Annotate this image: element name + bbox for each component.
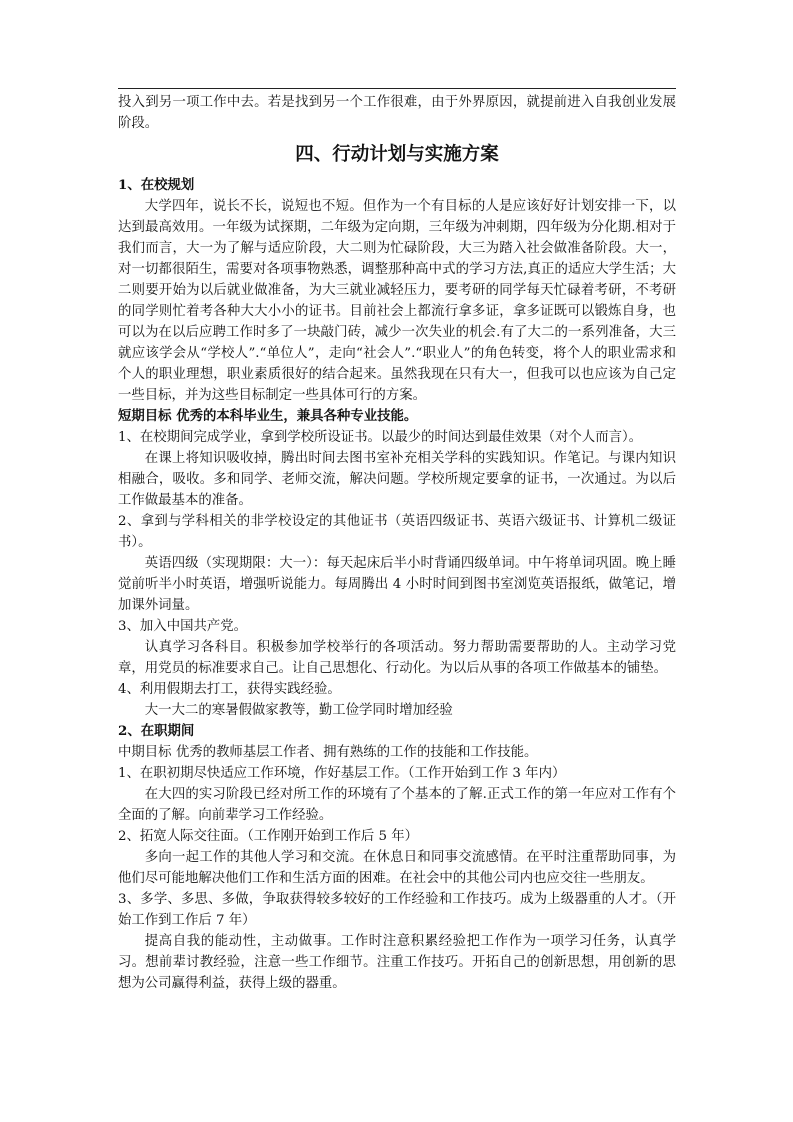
work-item-3: 3、多学、多思、多做，争取获得较多较好的工作经验和工作技巧。成为上级器重的人才。（开始工作到工作后 7 年） xyxy=(118,892,676,928)
school-item-3-detail: 认真学习各科目。积极参加学校举行的各项活动。努力帮助需要帮助的人。主动学习党章，用党员的标准要求自己。让自己思想化、行动化。为以后从事的各项工作做基本的铺垫。 xyxy=(118,640,676,676)
section-title: 四、行动计划与实施方案 xyxy=(295,144,499,165)
header-rule xyxy=(118,88,676,89)
continuation-paragraph: 投入到另一项工作中去。若是找到另一个工作很难，由于外界原因，就提前进入自我创业发展阶段。 xyxy=(118,95,676,131)
school-item-1-detail: 在课上将知识吸收掉，腾出时间去图书室补充相关学科的实践知识。作笔记。与课内知识相融合，吸收。多和同学、老师交流，解决问题。学校所规定要拿的证书，一次通过。为以后工作做最基本的准备。 xyxy=(118,451,676,508)
school-item-4: 4、利用假期去打工，获得实践经验。 xyxy=(118,682,341,697)
mid-term-goal: 中期目标 优秀的教师基层工作者、拥有熟练的工作的技能和工作技能。 xyxy=(118,745,538,760)
document-body xyxy=(118,92,676,994)
work-item-3-detail: 提高自我的能动性，主动做事。工作时注意积累经验把工作作为一项学习任务，认真学习。想前辈讨教经验，注意一些工作细节。注重工作技巧。开拓自己的创新思想，用创新的思想为公司赢得利益，获得上级的器重。 xyxy=(118,934,676,991)
school-item-3: 3、加入中国共产党。 xyxy=(118,619,248,634)
school-item-2: 2、拿到与学科相关的非学校设定的其他证书（英语四级证书、英语六级证书、计算机二级证书）。 xyxy=(118,514,676,550)
work-item-2-detail: 多向一起工作的其他人学习和交流。在休息日和同事交流感情。在平时注重帮助同事，为他们尽可能地解决他们工作和生活方面的困难。在社会中的其他公司内也应交往一些朋友。 xyxy=(118,850,676,886)
work-item-1: 1、在职初期尽快适应工作环境，作好基层工作。（工作开始到工作 3 年内） xyxy=(118,766,566,781)
work-heading: 2、在职期间 xyxy=(118,723,195,739)
school-item-4-detail: 大一大二的寒暑假做家教等，勤工俭学同时增加经验 xyxy=(144,703,453,718)
short-term-goal: 短期目标 优秀的本科毕业生，兼具各种专业技能。 xyxy=(118,408,418,424)
school-item-2-detail: 英语四级（实现期限：大一）：每天起床后半小时背诵四级单词。中午将单词巩固。晚上睡觉前听半小时英语，增强听说能力。每周腾出 4 小时时间到图书室浏览英语报纸，做笔记，增加课外词量。 xyxy=(118,556,676,613)
school-heading: 1、在校规划 xyxy=(118,177,195,193)
work-item-1-detail: 在大四的实习阶段已经对所工作的环境有了个基本的了解.正式工作的第一年应对工作有个全面的了解。向前辈学习工作经验。 xyxy=(118,787,676,823)
school-intro: 大学四年，说长不长，说短也不短。但作为一个有目标的人是应该好好计划安排一下，以达到最高效用。一年级为试探期，二年级为定向期，三年级为冲刺期，四年级为分化期.相对于我们而言，大一为了解与适应阶段，大二则为忙碌阶段，大三为踏入社会做准备阶段。大一，对一切都很陌生，需要对各项事物熟悉，调整那种高中式的学习方法,真正的适应大学生活；大二则要开始为以后就业做准备，为大三就业减轻压力，要考研的同学每天忙碌着考研，不考研的同学则忙着考各种大大小小的证书。目前社会上都流行拿多证，拿多证既可以锻炼自身，也可以为在以后应聘工作时多了一块敲门砖，减少一次失业的机会.有了大二的一系列准备，大三就应该学会从“学校人”.“单位人”，走向“社会人”.“职业人”的角色转变，将个人的职业需求和个人的职业理想，职业素质很好的结合起来。虽然我现在只有大一，但我可以也应该为自己定一些目标，并为这些目标制定一些具体可行的方案。 xyxy=(118,199,676,403)
school-item-1: 1、在校期间完成学业，拿到学校所设证书。以最少的时间达到最佳效果（对个人而言）。 xyxy=(118,430,643,445)
work-item-2: 2、拓宽人际交往面。（工作刚开始到工作后 5 年） xyxy=(118,829,419,844)
